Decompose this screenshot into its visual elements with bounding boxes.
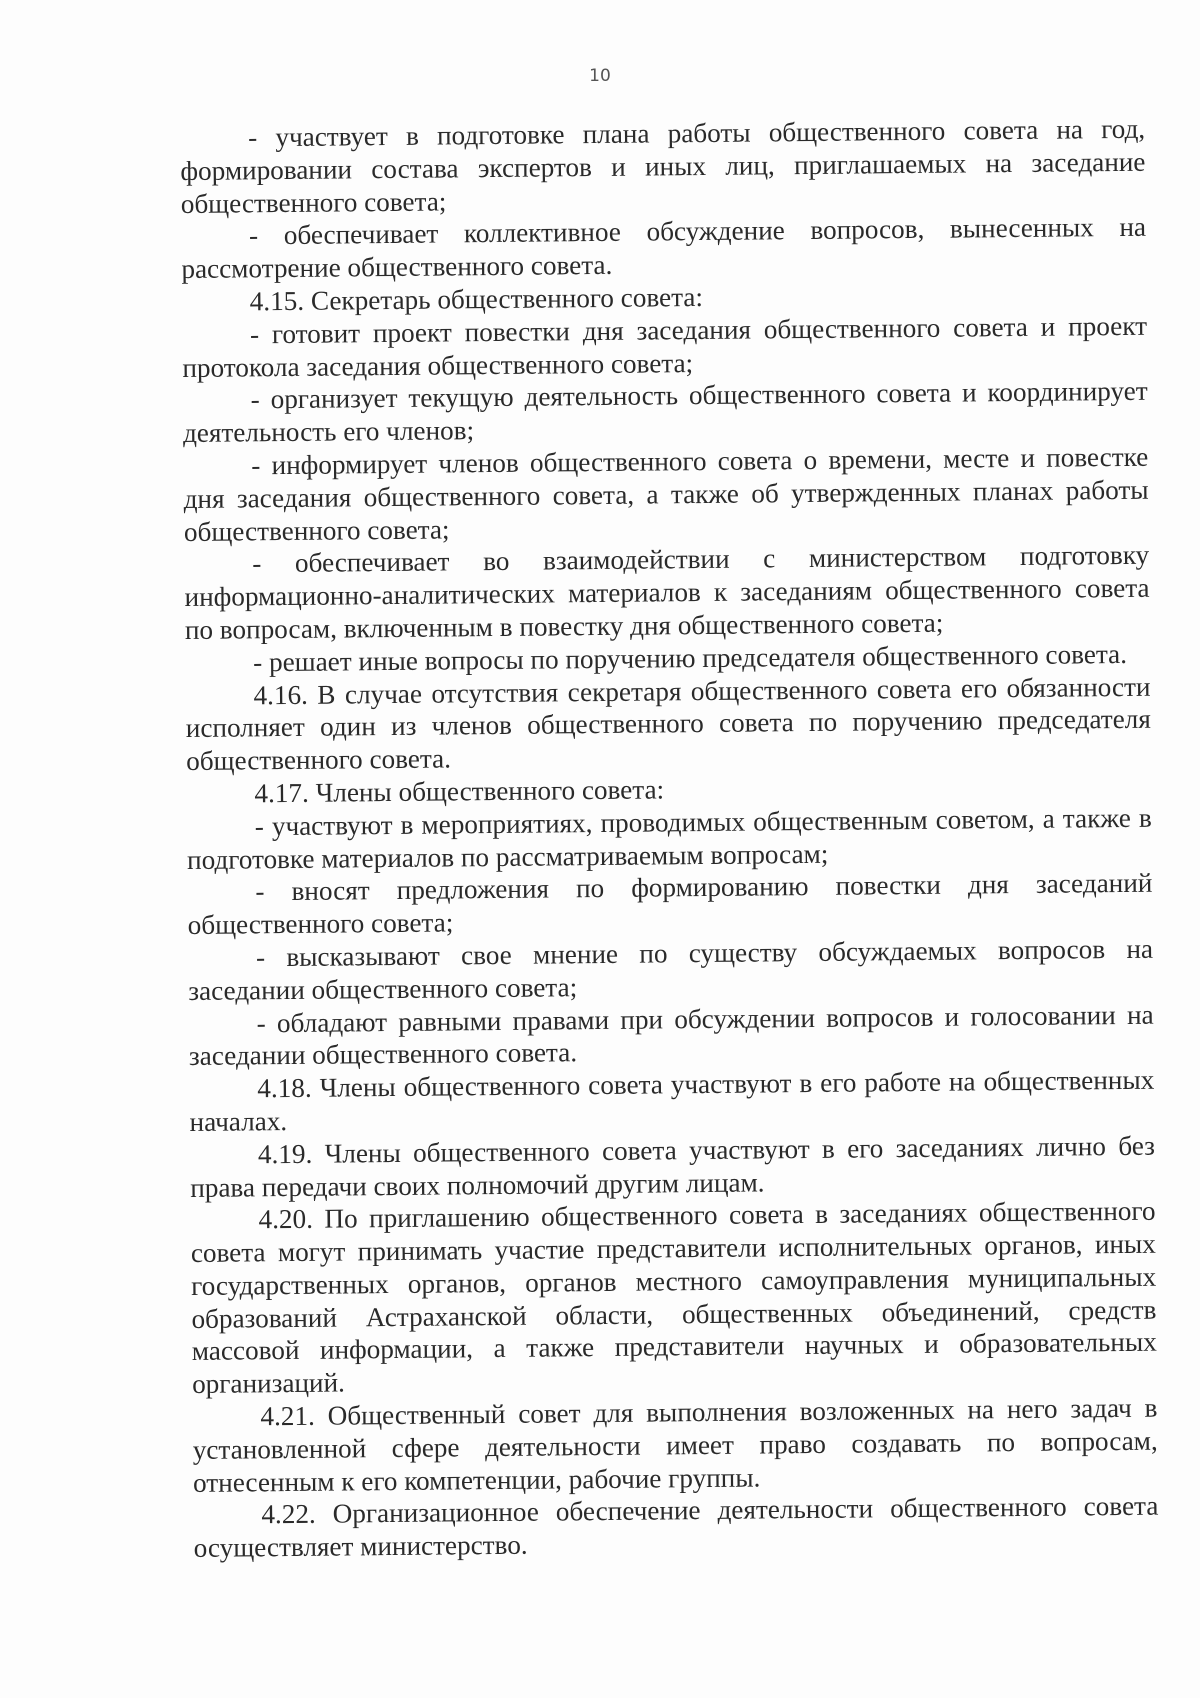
paragraph: 4.20. По приглашению общественного совета в заседаниях общественного совета могут принимать участие представители исполнительных органов, иных государственных органов, органов местного самоуправления муниципальных образований Астраханской области, общественных объединений, средств массовой информации, а также представители научных и образовательных организаций.: [190, 1195, 1157, 1400]
page-number: 10: [589, 66, 611, 86]
paragraph: 4.22. Организационное обеспечение деятельности общественного совета осуществляет министерство.: [193, 1491, 1159, 1564]
paragraph: 4.18. Члены общественного совета участвуют в его работе на общественных началах.: [189, 1064, 1155, 1137]
paragraph: - организует текущую деятельность общественного совета и координирует деятельность его членов;: [182, 376, 1148, 449]
paragraph: - обладают равными правами при обсуждении вопросов и голосовании на заседании общественного совета.: [188, 999, 1154, 1072]
paragraph: 4.16. В случае отсутствия секретаря общественного совета его обязанности исполняет один из членов общественного совета по поручению председателя общественного совета.: [185, 671, 1151, 777]
paragraph: - обеспечивает коллективное обсуждение вопросов, вынесенных на рассмотрение общественного совета.: [181, 212, 1147, 285]
paragraph: 4.15. Секретарь общественного совета:: [249, 281, 704, 317]
paragraph: - участвуют в мероприятиях, проводимых общественным советом, а также в подготовке материалов по рассматриваемым вопросам;: [186, 802, 1152, 875]
paragraph: - участвует в подготовке плана работы общественного совета на год, формировании состава экспертов и иных лиц, приглашаемых на заседание общественного совета;: [180, 113, 1146, 219]
paragraph: - информирует членов общественного совета о времени, месте и повестке дня заседания общественного совета, а также об утвержденных планах работы общественного совета;: [183, 441, 1149, 547]
document-body: [180, 113, 1159, 1565]
paragraph: - готовит проект повестки дня заседания общественного совета и проект протокола заседания общественного совета;: [182, 310, 1148, 383]
paragraph: 4.21. Общественный совет для выполнения возложенных на него задач в установленной сфере деятельности имеет право создавать по вопросам, отнесенным к его компетенции, рабочие группы.: [192, 1392, 1158, 1498]
paragraph: 4.19. Члены общественного совета участвуют в его заседаниях лично без права передачи своих полномочий другим лицам.: [190, 1130, 1156, 1203]
paragraph: - высказывают свое мнение по существу обсуждаемых вопросов на заседании общественного совета;: [188, 933, 1154, 1006]
paragraph: - обеспечивает во взаимодействии с министерством подготовку информационно-аналитических материалов к заседаниям общественного совета по вопросам, включенным в повестку дня общественного совета;: [184, 540, 1150, 645]
paragraph: - решает иные вопросы по поручению председателя общественного совета.: [253, 638, 1128, 678]
paragraph: - вносят предложения по формированию повестки дня заседаний общественного совета;: [187, 868, 1153, 941]
paragraph: 4.17. Члены общественного совета:: [254, 774, 665, 809]
